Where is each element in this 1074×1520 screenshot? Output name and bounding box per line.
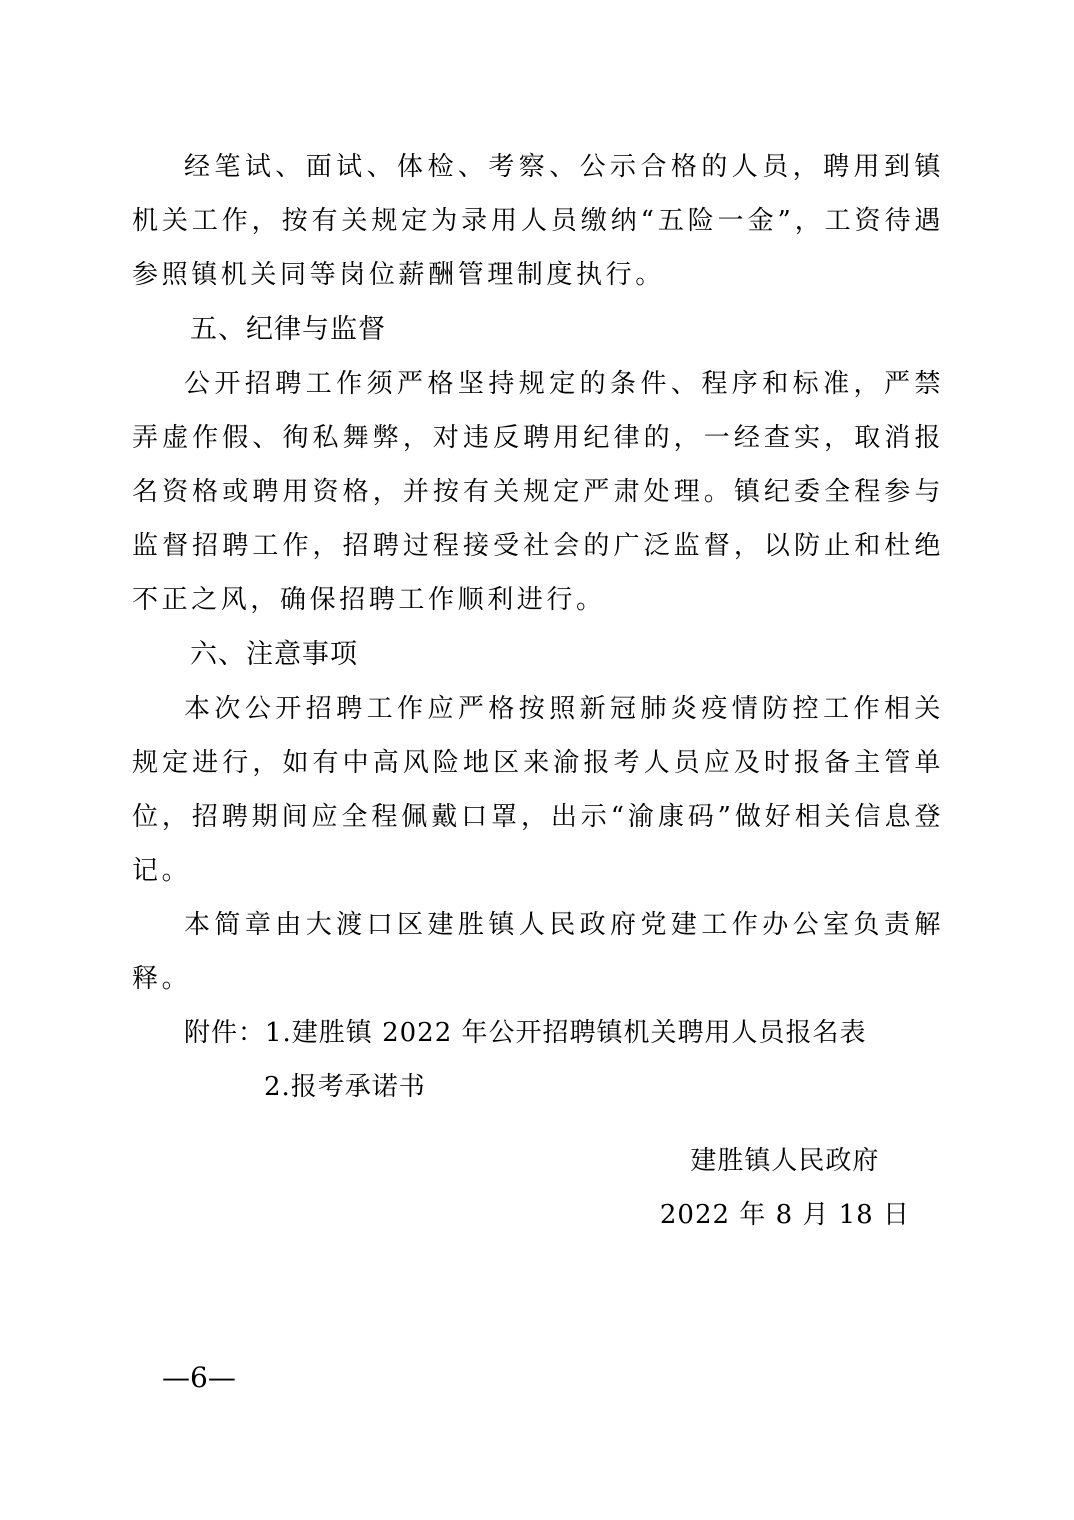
page-number: —6— [162,1361,236,1394]
section-heading-discipline: 五、纪律与监督 [190,314,386,345]
attachment-line-2: 2.报考承诺书 [264,1072,426,1102]
paragraph-employment-treatment: 经笔试、面试、体检、考察、公示合格的人员，聘用到镇机关工作，按有关规定为录用人员缴纳“五险一金”，工资待遇参照镇机关同等岗位薪酬管理制度执行。 [132,152,944,290]
section-heading-notes: 六、注意事项 [190,639,358,670]
attachment-line-1: 附件：1.建胜镇 2022 年公开招聘镇机关聘用人员报名表 [184,1018,867,1048]
paragraph-interpretation: 本简章由大渡口区建胜镇人民政府党建工作办公室负责解释。 [132,910,944,994]
signature-date: 2022 年 8 月 18 日 [659,1200,910,1230]
paragraph-discipline-supervision: 公开招聘工作须严格坚持规定的条件、程序和标准，严禁弄虚作假、徇私舞弊，对违反聘用纪律的，一经查实，取消报名资格或聘用资格，并按有关规定严肃处理。镇纪委全程参与监督招聘工作，招聘过程接受社会的广泛监督，以防止和杜绝不正之风，确保招聘工作顺利进行。 [132,369,944,615]
paragraph-epidemic-notes: 本次公开招聘工作应严格按照新冠肺炎疫情防控工作相关规定进行，如有中高风险地区来渝报考人员应及时报备主管单位，招聘期间应全程佩戴口罩，出示“渝康码”做好相关信息登记。 [132,694,944,886]
document-body [132,140,944,1114]
signature-block [660,1134,910,1242]
signature-organization: 建胜镇人民政府 [690,1146,880,1176]
